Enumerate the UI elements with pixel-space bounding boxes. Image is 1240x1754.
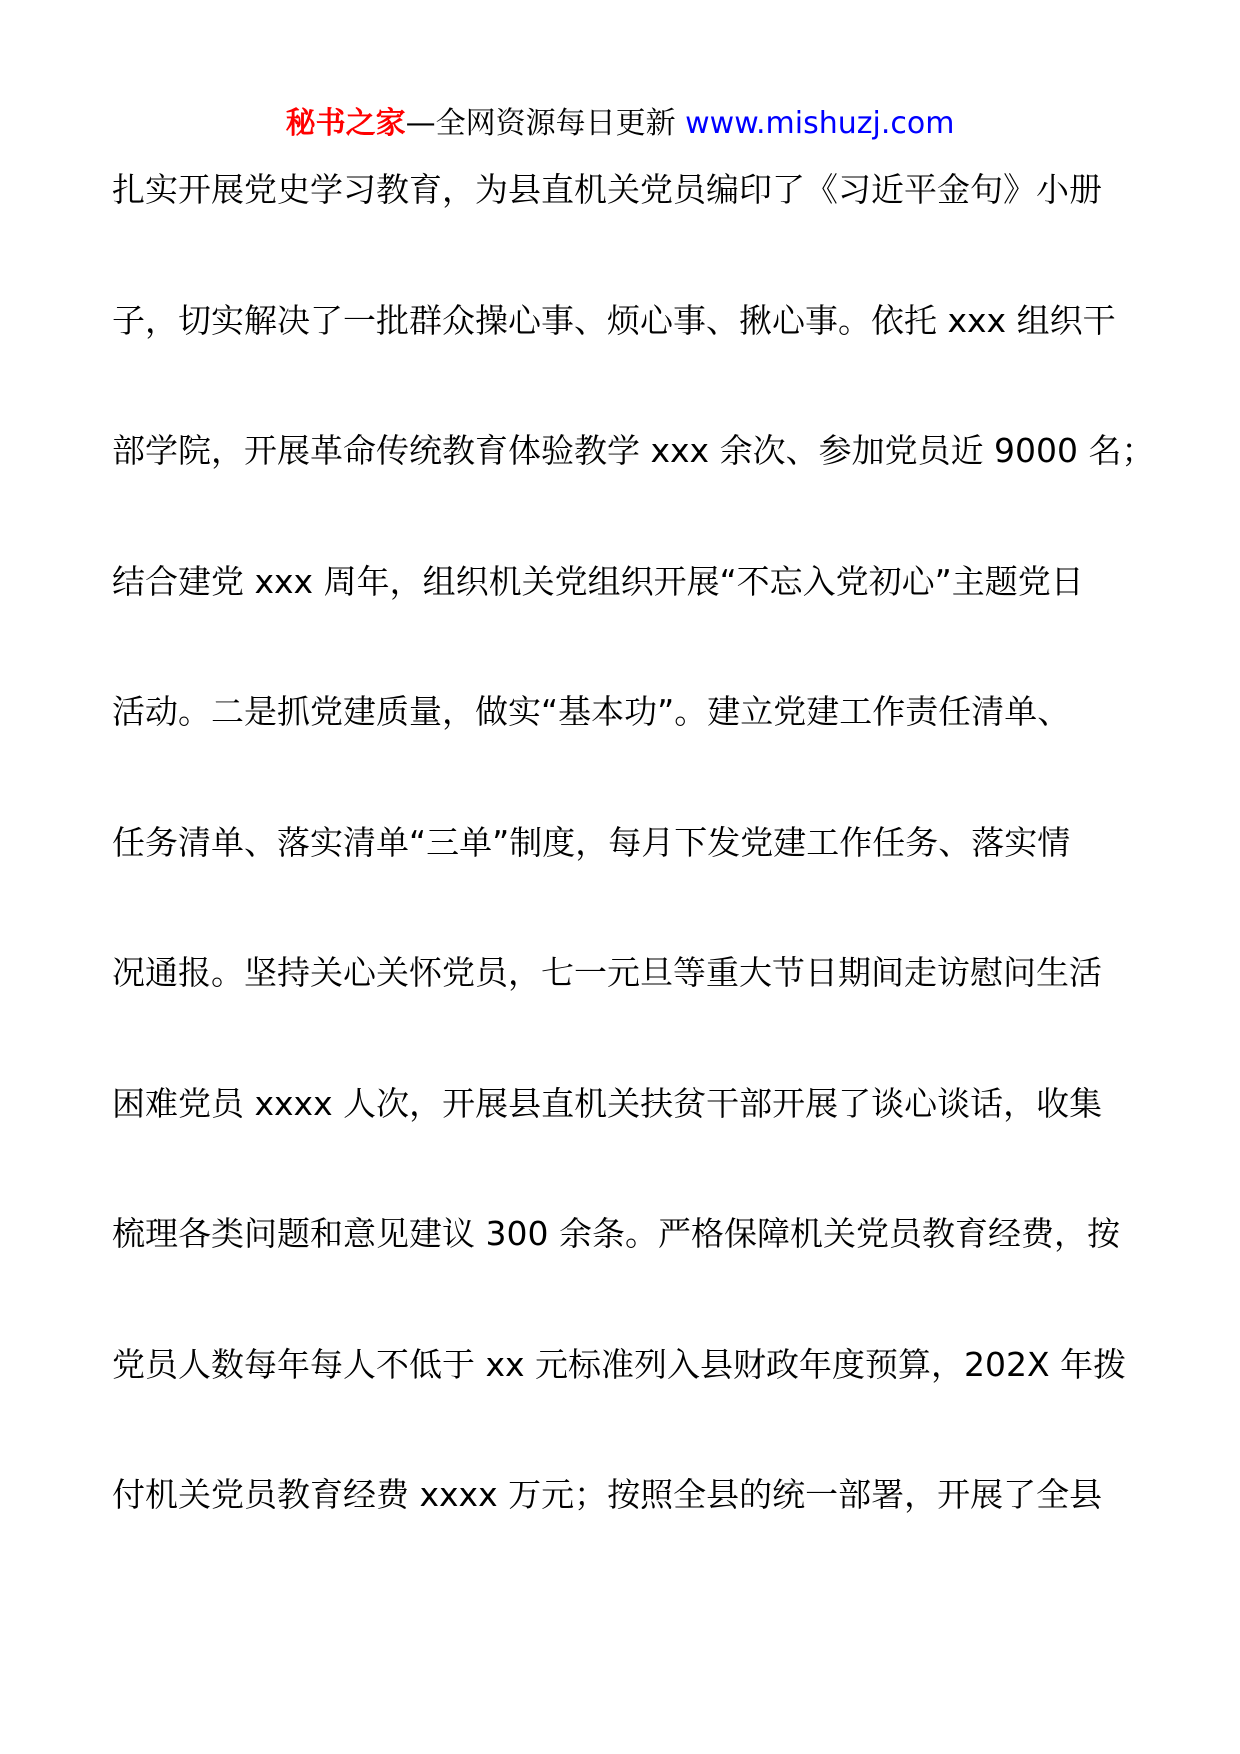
brand-name: 秘书之家 (285, 106, 406, 141)
header-tagline: —全网资源每日更新 (405, 106, 676, 141)
body-line: 任务清单、落实清单“三单”制度，每月下发党建工作任务、落实情 (112, 822, 1071, 862)
body-line: 活动。二是抓党建质量，做实“基本功”。建立党建工作责任清单、 (112, 692, 1071, 731)
body-line: 困难党员 xxxx 人次，开展县直机关扶贫干部开展了谈心谈话，收集 (112, 1083, 1103, 1123)
body-line: 子，切实解决了一批群众操心事、烦心事、揪心事。依托 xxx 组织干 (112, 300, 1116, 340)
document-body (112, 168, 1155, 1604)
document-header (0, 102, 1240, 146)
body-line: 党员人数每年每人不低于 xx 元标准列入县财政年度预算，202X 年拨 (112, 1344, 1127, 1384)
body-line: 结合建党 xxx 周年，组织机关党组织开展“不忘入党初心”主题党日 (112, 561, 1084, 601)
body-line: 付机关党员教育经费 xxxx 万元；按照全县的统一部署，开展了全县 (112, 1475, 1103, 1514)
body-line: 梳理各类问题和意见建议 300 余条。严格保障机关党员教育经费，按 (112, 1214, 1120, 1253)
body-line: 扎实开展党史学习教育，为县直机关党员编印了《习近平金句》小册 (112, 170, 1102, 209)
body-line: 部学院，开展革命传统教育体验教学 xxx 余次、参加党员近 9000 名； (112, 431, 1155, 470)
site-url-link[interactable]: www.mishuzj.com (685, 106, 955, 141)
body-line: 况通报。坚持关心关怀党员，七一元旦等重大节日期间走访慰问生活 (112, 953, 1102, 992)
